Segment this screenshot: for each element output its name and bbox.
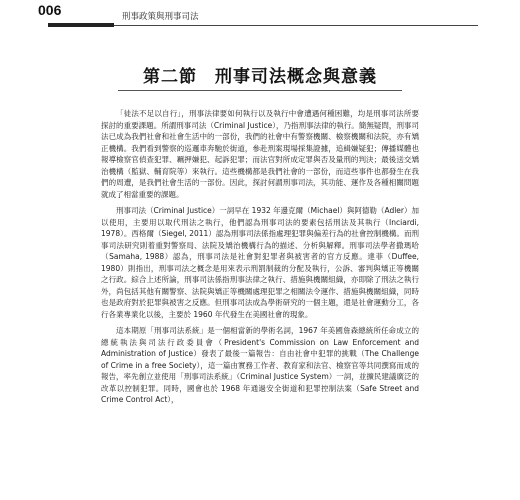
header-rule [114, 25, 478, 26]
paragraph: 刑事司法（Criminal Justice）一詞早在 1932 年邊克爾（Michael）與阿德勒（Adler）加以使用，主要用以取代刑法之執行，他們認為刑事司法的要素包括刑法及其執行（Inciardi, 1978）。西格爾（Siegel, 2011）認為刑事司法係指處理犯罪與偏差行為的社會控制機構。而刑事司法研究則着重對警察局、法院及矯治機構行為的描述、分析與解釋。刑事司法學者撒瑪哈（Samaha, 1988）認為，刑事司法是社會對犯罪者與被害者的官方反應。達菲（Duffee, 1980）則指出，刑事司法之概念是用來表示刑罰制裁的分配及執行，公訴、審判與矯正等機關之行政。綜合上述所論，刑事司法係指刑事法律之執行、措施與機關組織，亦即除了刑法之執行外，尚包括其他有關警察、法院與矯正等機關處理犯罪之相關法令運作、措施與機關組織，同時也是政府對於犯罪與被害之反應。但刑事司法成為學術研究的一個主題，還是社會運動分工，各行各業專業化以後，主要於 1960 年代發生在美國社會的現象。 [101, 206, 419, 319]
book-title: 刑事政策與刑事司法 [122, 12, 199, 22]
page-number: 006 [38, 2, 62, 18]
section-title: 第二節 刑事司法概念與意義 [143, 67, 377, 87]
running-header [48, 8, 478, 30]
header-bar [48, 23, 114, 27]
paragraph: 「徒法不足以自行」，刑事法律要如何執行以及執行中會遭遇何種困難，均是刑事司法所要探討的重要課題。所謂刑事司法（Criminal Justice），乃指刑事法律的執行。簡無疑問，刑事司法已成為我們社會和社會生活中的一部份，我們的社會中有警察機關、檢察機關和法院，亦有矯正機構。我們看到警察的巡邏車奔馳於街道，參赴刑案現場採集證據，追緝嫌疑犯；傳播媒體也報導檢察官偵查犯罪、羈押嫌犯、起訴犯罪；而法官對所成定罪與否及量刑的判決；最後送交矯治機構（監獄、輔育院等）來執行。這些機構都是我們社會的一部份，而這些事件也都發生在我們的周遭，是我們社會生活的一部份。因此，探討何謂刑事司法，其功能、運作及各種相關問題就成了相當重要的課題。 [101, 109, 419, 199]
body-text [101, 108, 419, 411]
title-rule [118, 90, 402, 91]
paragraph: 這本期原「刑事司法系統」是一個相當新的學術名詞，1967 年美國詹森總統所任命成立的總統執法與司法行政委員會（President's Commission on Law Enforcement and Administration of Justice）發表了最後一篇報告：自由社會中犯罪的挑戰（The Challenge of Crime in a free Society），這一篇由實務工作者、教育家和法官、檢察官等共同撰寫而成的報告，率先創立並使用「刑事司法系統」（Criminal Justice System）一詞，並擴民建議廣泛的改革以控制犯罪。同時，國會也於 1968 年通過安全街道和犯罪控制法案（Safe Street and Crime Control Act）， [101, 326, 419, 404]
